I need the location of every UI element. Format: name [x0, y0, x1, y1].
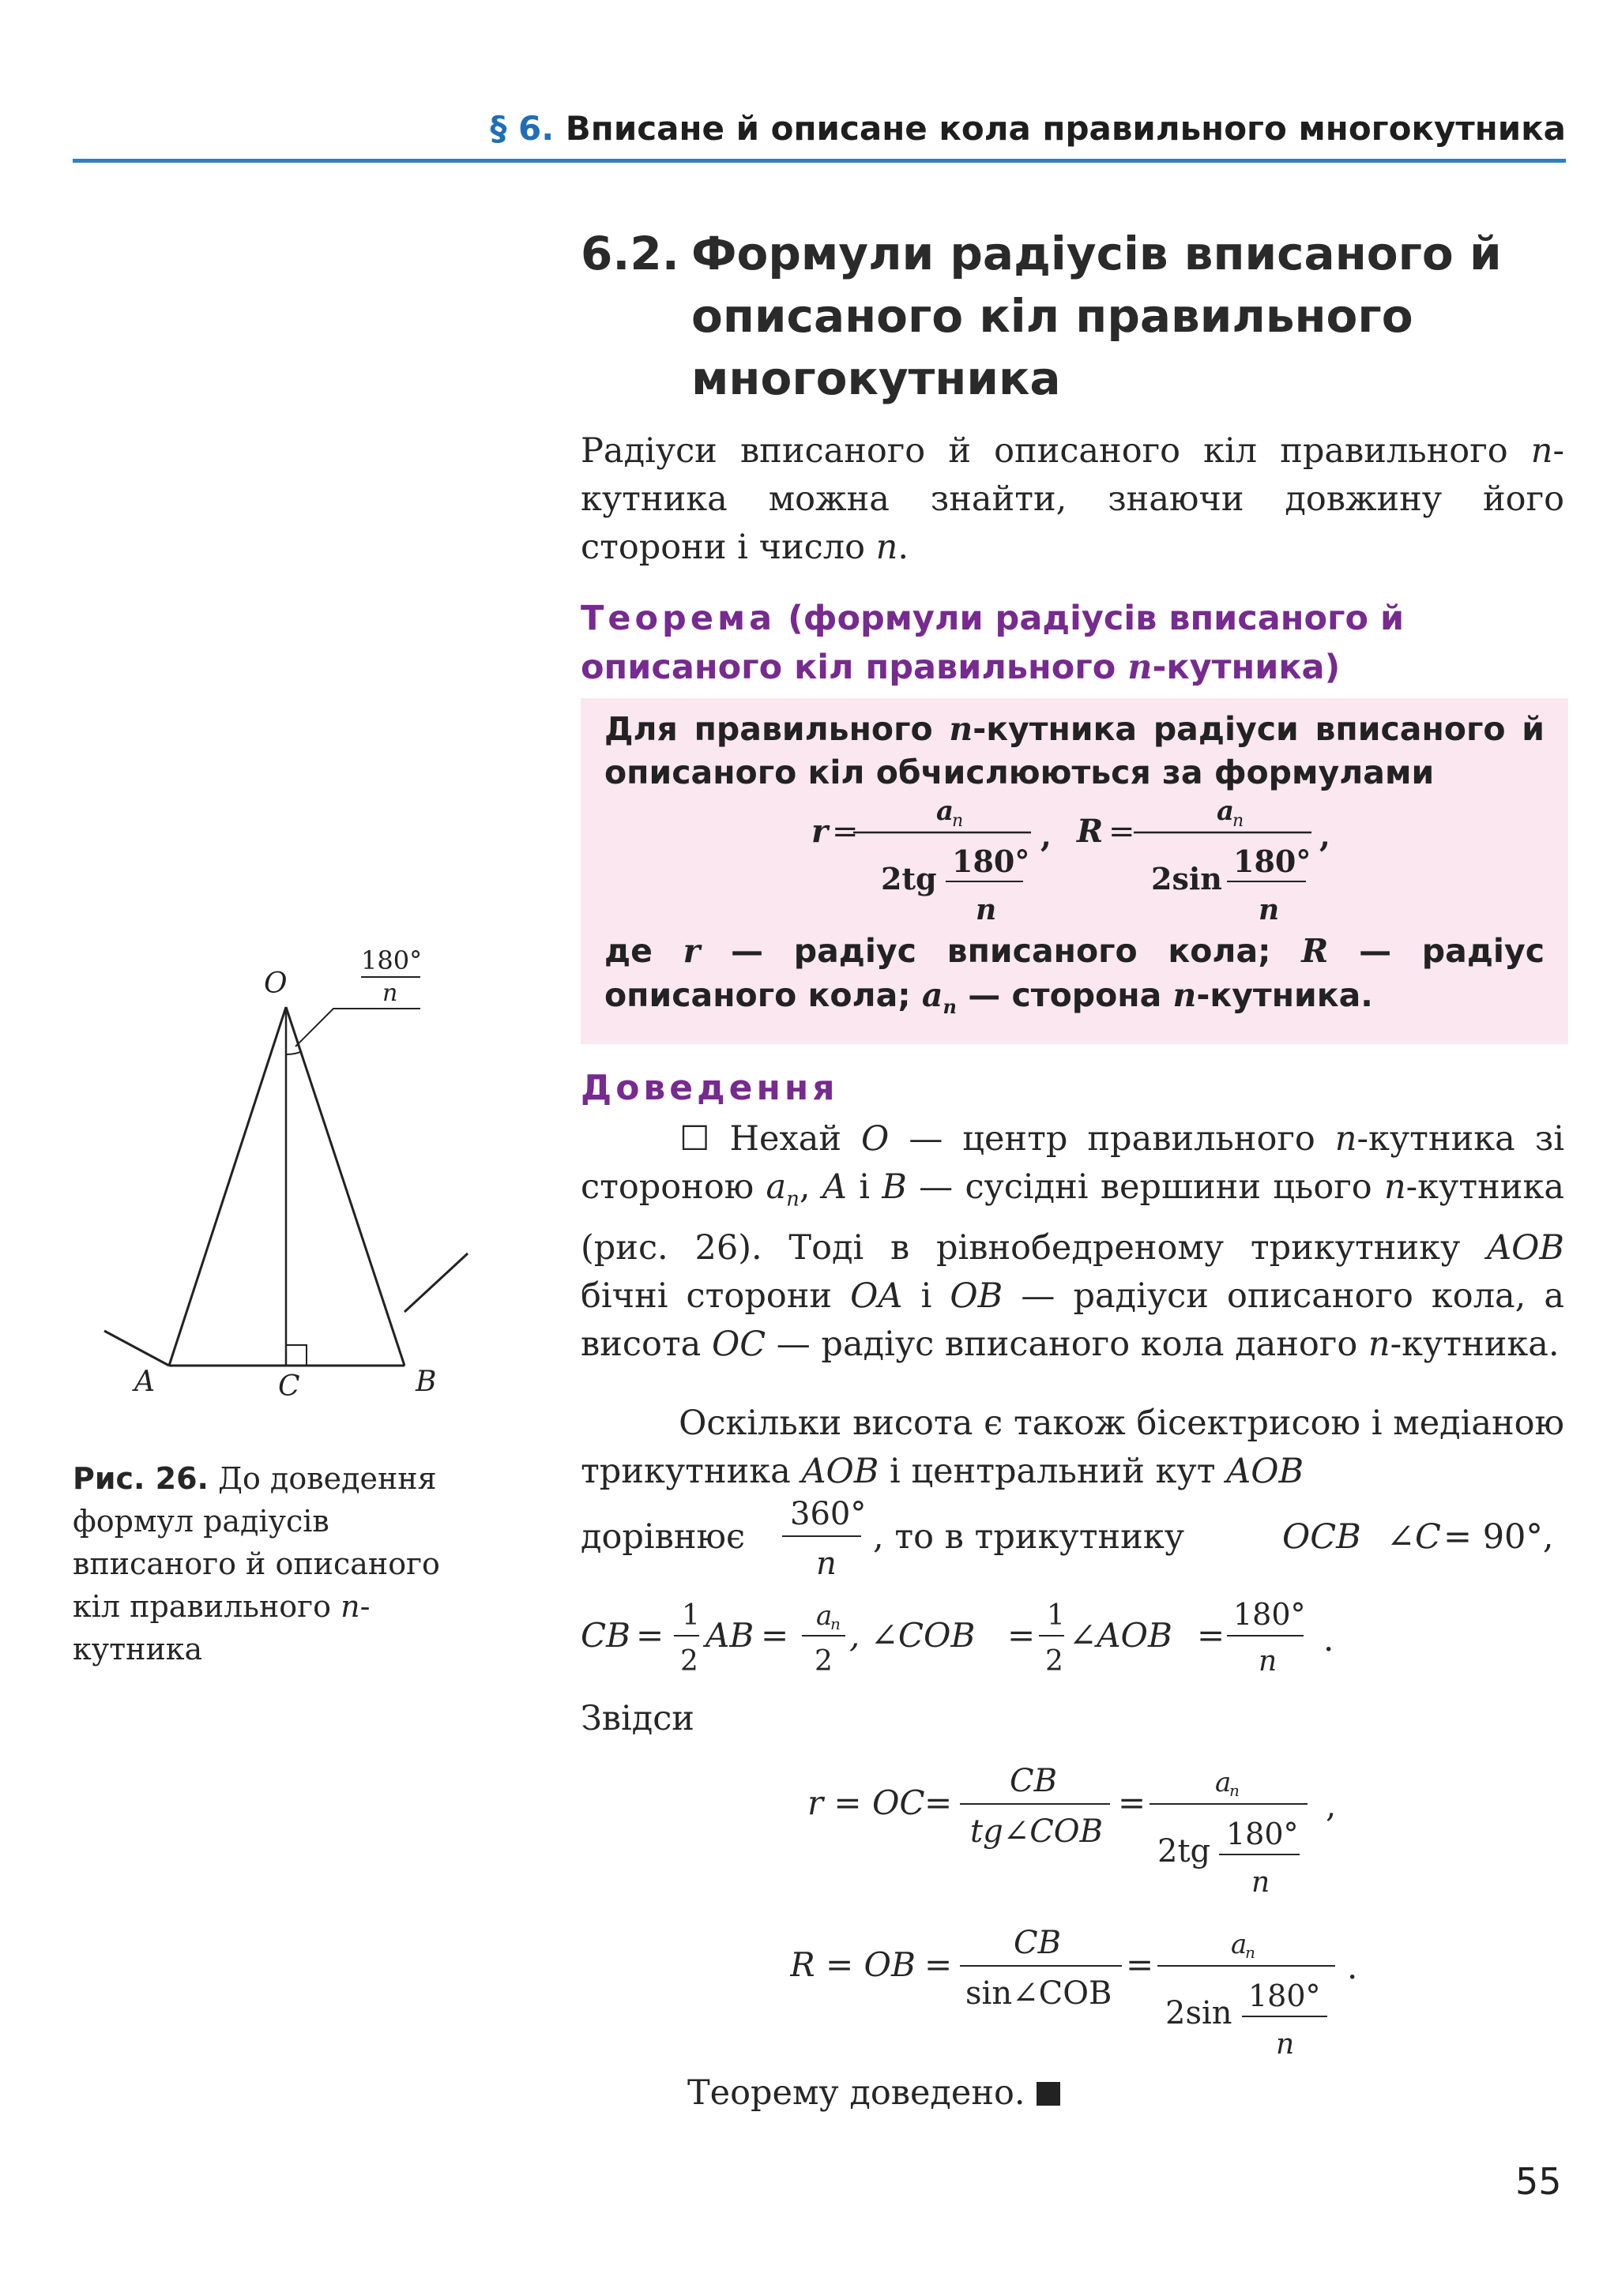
figure-caption-end: -кутника	[73, 1589, 371, 1667]
proof-therefore: Звідси	[581, 1699, 694, 1738]
proof-start-box: ☐	[679, 1119, 710, 1159]
formula-r-numerator-sub: n	[952, 811, 964, 831]
formula-r-coef: 2tg	[881, 861, 937, 896]
intro-n: n	[1530, 431, 1553, 471]
final-formula-R	[790, 1915, 1375, 2065]
where-n: n	[1172, 976, 1197, 1014]
theorem-label: Теорема	[581, 599, 777, 638]
svg-text:180°: 180°	[1226, 1817, 1299, 1851]
theorem-statement	[604, 708, 1545, 795]
svg-text:n: n	[1251, 1866, 1270, 1899]
running-header	[73, 103, 1566, 163]
intro-text-1: Радіуси вписаного й описаного кіл правильного	[581, 431, 1508, 471]
theorem-heading	[581, 594, 1568, 692]
proof-end	[687, 2073, 1060, 2113]
svg-text:2: 2	[1045, 1645, 1063, 1678]
svg-text:, ∠COB: , ∠COB	[849, 1616, 976, 1655]
formula-R-angle-den: n	[1259, 893, 1280, 926]
final-formula-r	[798, 1753, 1367, 1903]
svg-text:2tg: 2tg	[1157, 1833, 1211, 1869]
header-section-title: Вписане й описане кола правильного многокутника	[565, 109, 1566, 148]
theorem-title-2: -кутника)	[1152, 648, 1341, 687]
svg-text:OCB: OCB	[1282, 1517, 1361, 1557]
theorem-statement-1: Для правильного	[604, 710, 933, 748]
svg-text:, то в трикутнику: , то в трикутнику	[873, 1517, 1184, 1557]
where-r-desc: — радіус вписаного кола;	[731, 932, 1271, 970]
label-C: C	[278, 1370, 300, 1403]
section-number: 6.2.	[581, 227, 679, 280]
proof-equality-line	[581, 1591, 1371, 1686]
svg-text:CB: CB	[1010, 1763, 1057, 1799]
svg-text:дорівнює: дорівнює	[581, 1517, 746, 1557]
svg-text:=: =	[924, 1783, 953, 1822]
where-a: $a_n$	[921, 976, 957, 1019]
side-OB	[286, 1007, 404, 1366]
svg-text:a: a	[1215, 1767, 1232, 1798]
figure-caption-text: До доведення формул радіусів вписаного й описаного кіл правильного	[73, 1461, 440, 1624]
formula-r-numerator: a	[936, 795, 954, 827]
svg-text:2sin: 2sin	[1165, 1995, 1232, 2031]
intro-text-2: -кутника можна знайти, знаючи довжину його сторони і число	[581, 431, 1564, 567]
angle-arc	[286, 1051, 302, 1054]
svg-text:=: =	[761, 1616, 789, 1655]
theorem-statement-n: n	[949, 710, 973, 748]
svg-text:1: 1	[1047, 1599, 1065, 1632]
where-a-desc: — сторона	[968, 976, 1162, 1014]
svg-text:CB: CB	[1014, 1925, 1061, 1961]
svg-text:=: =	[1126, 1945, 1154, 1984]
theorem-title-1: (формули радіусів вписаного й описаного кіл правильного	[581, 599, 1405, 687]
where-R: R	[1301, 932, 1329, 970]
svg-text:=: =	[636, 1616, 664, 1655]
where-R-desc: — радіус описаного кола;	[604, 932, 1545, 1014]
svg-text:CB: CB	[581, 1616, 630, 1655]
svg-text:=: =	[1007, 1616, 1036, 1655]
label-A: A	[134, 1366, 155, 1398]
theorem-title-n: n	[1127, 648, 1153, 687]
right-angle-mark	[286, 1345, 307, 1366]
intro-paragraph	[581, 427, 1564, 572]
formula-R-coef: 2sin	[1151, 861, 1222, 896]
formula-R-numerator: a	[1217, 795, 1235, 827]
svg-text:R = OB: R = OB	[790, 1945, 916, 1984]
svg-text:a: a	[1231, 1929, 1247, 1960]
svg-text:180°: 180°	[1233, 1597, 1306, 1632]
svg-text:=: =	[1118, 1783, 1146, 1822]
formula-r-lhs: r	[811, 813, 829, 850]
fraction-360-den: n	[816, 1546, 837, 1582]
intro-period: .	[897, 528, 909, 567]
svg-text:n: n	[1259, 1645, 1277, 1678]
theorem-formulas	[581, 787, 1568, 929]
figure-26-triangle	[88, 936, 499, 1410]
svg-text:=: =	[924, 1945, 953, 1984]
header-title	[490, 109, 1566, 148]
svg-text:,: ,	[1040, 817, 1052, 855]
formula-R-angle-num: 180°	[1233, 844, 1311, 879]
svg-text:AB: AB	[706, 1616, 754, 1655]
theorem-statement-2: -кутника радіуси вписаного й описаного кіл обчислюються за формулами	[604, 710, 1545, 791]
svg-text:1: 1	[682, 1599, 700, 1632]
svg-text:∠C: ∠C	[1387, 1517, 1441, 1557]
formula-r-angle-num: 180°	[952, 844, 1030, 879]
proof-end-text: Теорему доведено.	[687, 2073, 1025, 2113]
qed-square-icon	[1037, 2082, 1060, 2106]
svg-text:2: 2	[680, 1645, 698, 1678]
svg-text:n: n	[830, 1614, 841, 1633]
svg-text:tg∠COB: tg∠COB	[970, 1813, 1103, 1850]
formula-R-lhs: R	[1077, 813, 1104, 850]
svg-text:= 90°,: = 90°,	[1443, 1517, 1554, 1557]
formula-R-numerator-sub: n	[1232, 811, 1244, 831]
svg-text:=: =	[1108, 814, 1135, 850]
where-end: -кутника.	[1196, 976, 1373, 1014]
theorem-box	[581, 698, 1568, 1044]
svg-text:n: n	[1276, 2028, 1295, 2061]
proof-angle-line	[581, 1493, 1568, 1584]
svg-text:,: ,	[1326, 1786, 1337, 1824]
proof-paragraph-2: Оскільки висота є також бісектрисою і медіаною трикутника AOB і центральний кут AOB	[581, 1404, 1564, 1491]
formula-r-angle-den: n	[976, 893, 997, 926]
label-O: O	[264, 968, 288, 1000]
figure-caption	[73, 1457, 484, 1670]
svg-text:n: n	[1245, 1943, 1255, 1962]
svg-text:∠AOB: ∠AOB	[1069, 1616, 1172, 1655]
svg-text:2: 2	[815, 1645, 833, 1678]
svg-text:sin∠COB: sin∠COB	[965, 1975, 1112, 2012]
svg-text:a: a	[816, 1600, 833, 1632]
intro-n-end: n	[875, 528, 898, 567]
proof-heading: Доведення	[581, 1068, 839, 1108]
label-B: B	[416, 1366, 437, 1398]
svg-text:=: =	[1197, 1616, 1225, 1655]
svg-text:r = OC: r = OC	[807, 1783, 925, 1822]
side-OA	[169, 1007, 286, 1366]
angle-label-den: n	[382, 979, 398, 1007]
where-r: r	[683, 932, 701, 970]
header-divider	[73, 159, 1566, 163]
svg-text:,: ,	[1319, 817, 1330, 855]
angle-label-num: 180°	[361, 945, 423, 975]
svg-text:180°: 180°	[1248, 1978, 1321, 2013]
angle-leader	[295, 1009, 420, 1047]
where-word: де	[604, 932, 653, 970]
fraction-360-num: 360°	[790, 1496, 867, 1532]
svg-text:.: .	[1347, 1948, 1358, 1986]
svg-text:=: =	[832, 814, 859, 850]
polygon-side-right	[404, 1253, 468, 1312]
section-title: Формули радіусів вписаного й описаного кіл правильного многокутника	[691, 227, 1502, 405]
svg-text:n: n	[1229, 1781, 1240, 1800]
figure-caption-label: Рис. 26.	[73, 1461, 209, 1496]
header-section-number: § 6.	[490, 109, 555, 148]
svg-text:.: .	[1323, 1620, 1334, 1659]
theorem-definitions	[604, 929, 1545, 1029]
proof-paragraph-1: ☐ Нехай O — центр правильного n-кутника зі стороною $a_n$, A і B — сусідні вершини цього n-кутника (рис. 26). Тоді в рівнобедреному трикутнику AOB бічні сторони OA і OB — радіуси описаного кола, а висота OC — радіус вписаного кола даного n-кутника.	[581, 1119, 1565, 1364]
polygon-side-left	[104, 1331, 169, 1366]
figure-caption-n: n	[341, 1589, 360, 1624]
page-number: 55	[1515, 2160, 1562, 2203]
